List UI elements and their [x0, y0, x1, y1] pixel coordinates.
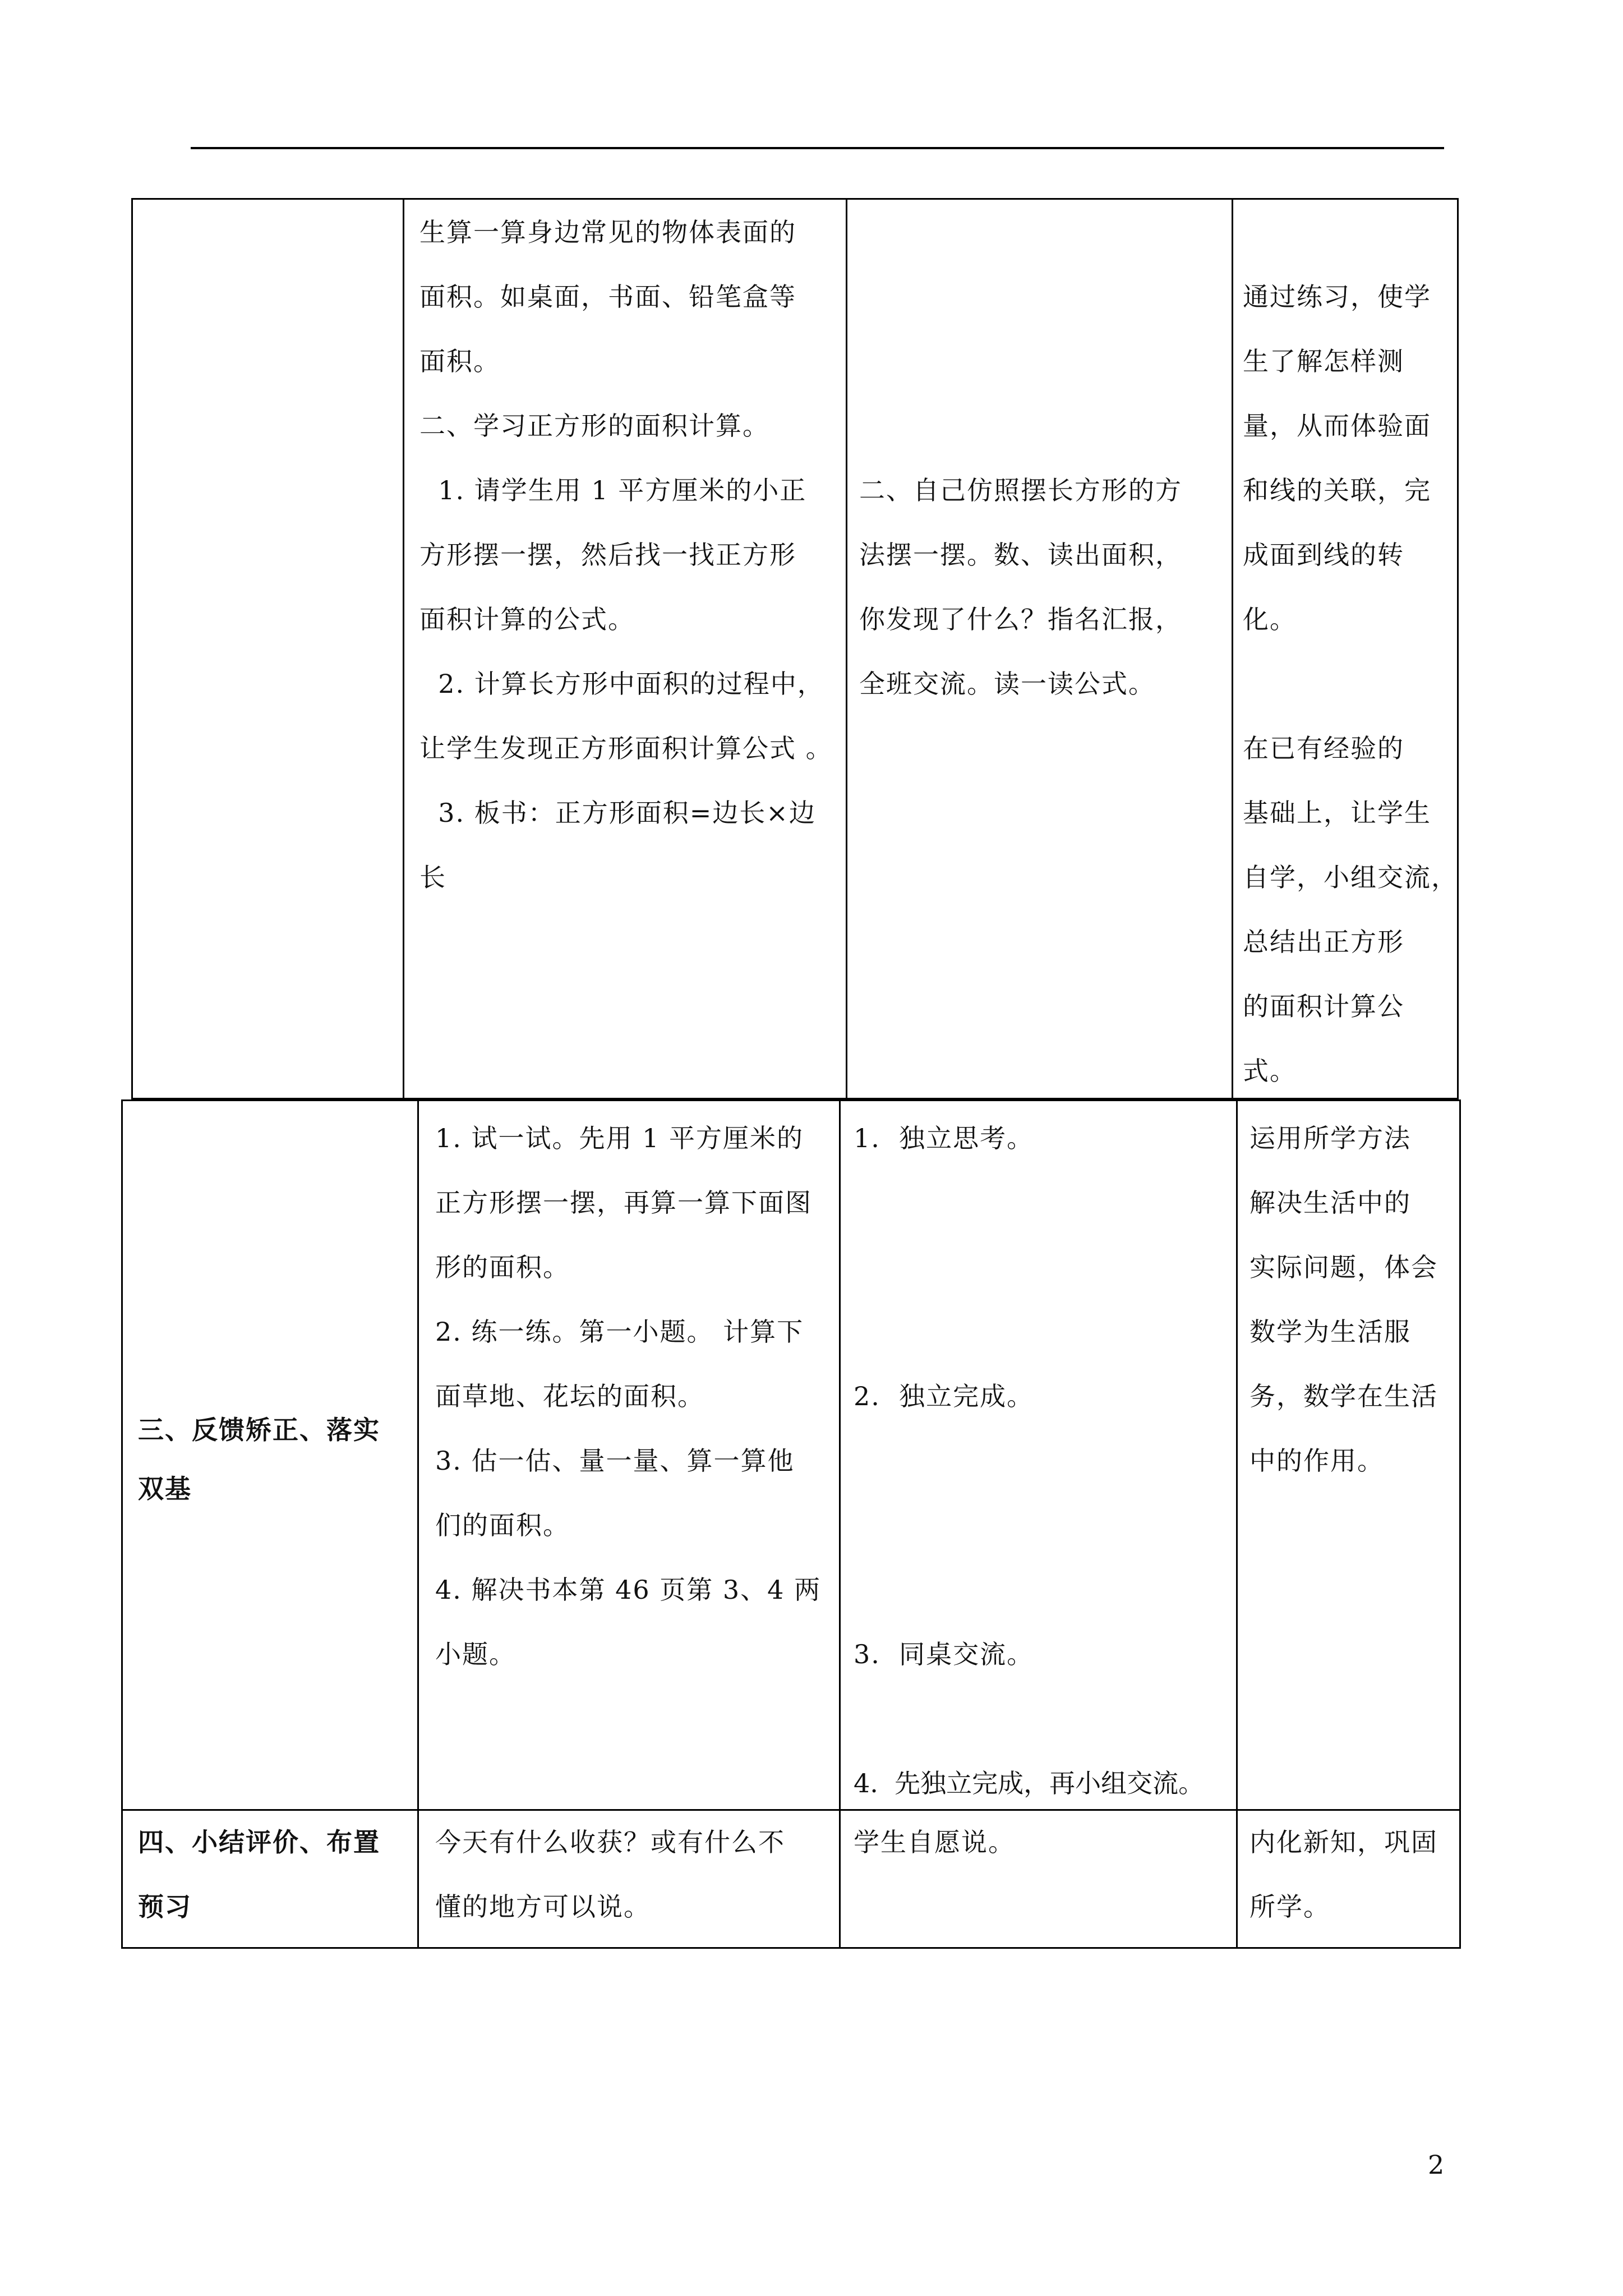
text-line: 在已有经验的 [1243, 733, 1404, 763]
text-line: 4. 先独立完成，再小组交流。 [854, 1768, 1205, 1798]
text-line: 量，从而体验面 [1243, 411, 1431, 441]
text-line: 生算一算身边常见的物体表面的 [419, 217, 796, 247]
text-line: 1. 独立思考。 [854, 1123, 1034, 1153]
text-line: 3. 估一估、量一量、算一算他 [435, 1446, 795, 1476]
text-line: 的面积计算公 [1243, 991, 1404, 1022]
text-line: 今天有什么收获？或有什么不 [435, 1827, 785, 1857]
text-line: 二、学习正方形的面积计算。 [419, 411, 769, 441]
col-divider-2 [846, 198, 847, 1099]
text-line: 3. 同桌交流。 [854, 1639, 1034, 1669]
text-line: 化。 [1243, 604, 1297, 634]
col-divider-2 [839, 1099, 841, 1949]
col-divider-1 [417, 1099, 419, 1949]
text-line: 3. 板书：正方形面积=边长×边 [419, 798, 816, 828]
text-line: 形的面积。 [435, 1252, 570, 1282]
text-line: 基础上，让学生 [1243, 798, 1431, 828]
text-line: 务，数学在生活 [1249, 1381, 1438, 1411]
text-line: 方形摆一摆，然后找一找正方形 [419, 540, 796, 570]
text-line: 所学。 [1249, 1892, 1330, 1922]
stage-title: 四、小结评价、布置 [138, 1827, 380, 1857]
page-number: 2 [1428, 2150, 1445, 2180]
text-line: 成面到线的转 [1243, 540, 1404, 570]
text-line: 你发现了什么？指名汇报， [859, 604, 1182, 634]
text-line: 正方形摆一摆，再算一算下面图 [435, 1188, 812, 1218]
text-line: 全班交流。读一读公式。 [859, 669, 1155, 699]
header-rule [191, 147, 1444, 149]
text-line: 总结出正方形 [1243, 927, 1404, 957]
text-line: 2. 独立完成。 [854, 1381, 1034, 1411]
text-line: 自学，小组交流， [1243, 862, 1458, 892]
text-line: 面积。如桌面，书面、铅笔盒等 [419, 282, 796, 312]
text-line: 4. 解决书本第 46 页第 3、4 两 [435, 1575, 822, 1605]
text-line: 让学生发现正方形面积计算公式 。 [419, 733, 833, 763]
text-line: 和线的关联，完 [1243, 475, 1431, 505]
text-line: 长 [419, 862, 446, 892]
text-line: 内化新知，巩固 [1249, 1827, 1438, 1857]
col-divider-3 [1232, 198, 1233, 1099]
stage-title: 预习 [138, 1892, 192, 1922]
text-line: 数学为生活服 [1249, 1317, 1411, 1347]
text-line: 1. 试一试。先用 1 平方厘米的 [435, 1123, 804, 1153]
text-line: 面草地、花坛的面积。 [435, 1381, 704, 1411]
text-line: 小题。 [435, 1639, 516, 1669]
stage-title: 三、反馈矫正、落实 [138, 1415, 380, 1445]
text-line: 法摆一摆。数、读出面积， [859, 540, 1182, 570]
text-line: 面积计算的公式。 [419, 604, 635, 634]
text-line: 2. 练一练。第一小题。 计算下 [435, 1317, 804, 1347]
text-line: 学生自愿说。 [854, 1827, 1015, 1857]
text-line: 2. 计算长方形中面积的过程中， [419, 669, 824, 699]
stage-title: 双基 [138, 1474, 192, 1504]
text-line: 实际问题，体会 [1249, 1252, 1438, 1282]
text-line: 们的面积。 [435, 1510, 570, 1540]
text-line: 生了解怎样测 [1243, 346, 1404, 376]
text-line: 1. 请学生用 1 平方厘米的小正 [419, 475, 807, 505]
text-line: 二、自己仿照摆长方形的方 [859, 475, 1182, 505]
text-line: 解决生活中的 [1249, 1188, 1411, 1218]
text-line: 中的作用。 [1249, 1446, 1384, 1476]
text-line: 通过练习，使学 [1243, 282, 1431, 312]
text-line: 面积。 [419, 346, 500, 376]
col-divider-1 [403, 198, 404, 1099]
col-divider-3 [1236, 1099, 1238, 1949]
text-line: 运用所学方法 [1249, 1123, 1411, 1153]
text-line: 式。 [1243, 1056, 1297, 1086]
text-line: 懂的地方可以说。 [435, 1892, 651, 1922]
